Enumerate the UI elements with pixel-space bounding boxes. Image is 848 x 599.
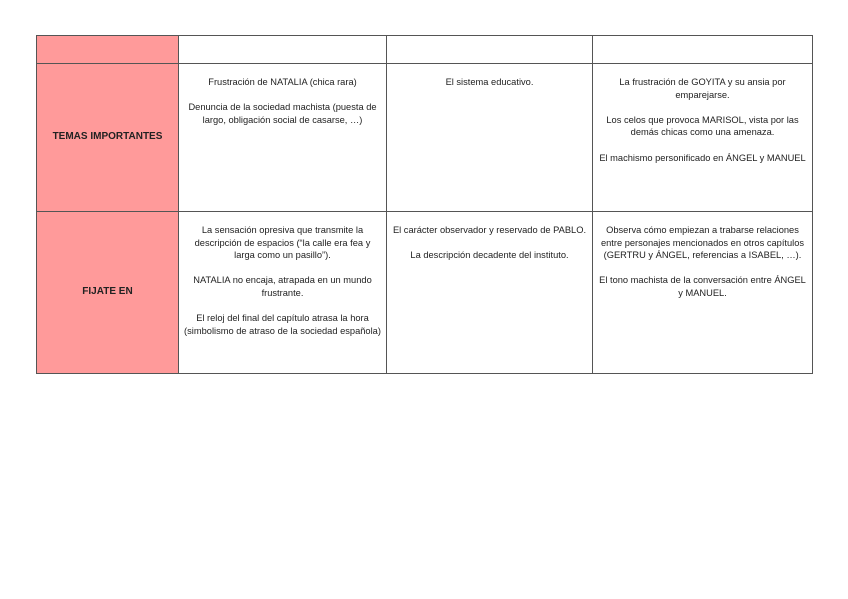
- table-cell: [387, 64, 593, 212]
- header-label-cell: [37, 36, 179, 64]
- cell-paragraph: El machismo personificado en ÁNGEL y MANUEL: [599, 152, 806, 163]
- cell-paragraph: El reloj del final del capítulo atrasa la hora (simbolismo de atraso de la sociedad española): [184, 313, 381, 336]
- cell-paragraph: Observa cómo empiezan a trabarse relaciones entre personajes mencionados en otros capítulos (GERTRU y ÁNGEL, referencias a ISABEL, …).: [600, 225, 805, 261]
- table-row-fijate: [37, 212, 813, 374]
- table-cell: [387, 212, 593, 374]
- cell-paragraph: La frustración de GOYITA y su ansia por emparejarse.: [619, 77, 786, 100]
- cell-paragraph: Denuncia de la sociedad machista (puesta de largo, obligación social de casarse, …): [188, 102, 377, 125]
- table-cell: [593, 64, 813, 212]
- table-cell: [179, 212, 387, 374]
- row-label: TEMAS IMPORTANTES: [37, 64, 179, 212]
- cell-paragraph: El sistema educativo.: [445, 77, 534, 87]
- header-cell: [593, 36, 813, 64]
- header-cell: [387, 36, 593, 64]
- table-cell: [593, 212, 813, 374]
- cell-paragraph: NATALIA no encaja, atrapada en un mundo frustrante.: [193, 275, 372, 298]
- table-row-temas: [37, 64, 813, 212]
- cell-paragraph: Frustración de NATALIA (chica rara): [208, 77, 357, 87]
- header-cell: [179, 36, 387, 64]
- cell-paragraph: La sensación opresiva que transmite la descripción de espacios (“la calle era fea y larga como un pasillo”).: [194, 225, 371, 261]
- table-cell: [179, 64, 387, 212]
- cell-paragraph: El carácter observador y reservado de PABLO.: [392, 225, 587, 235]
- cell-paragraph: Los celos que provoca MARISOL, vista por las demás chicas como una amenaza.: [606, 114, 799, 138]
- row-label: FIJATE EN: [37, 212, 179, 374]
- cell-paragraph: La descripción decadente del instituto.: [410, 250, 569, 261]
- header-row: [37, 36, 813, 64]
- summary-table: [36, 35, 813, 374]
- cell-paragraph: El tono machista de la conversación entre ÁNGEL y MANUEL.: [599, 275, 806, 298]
